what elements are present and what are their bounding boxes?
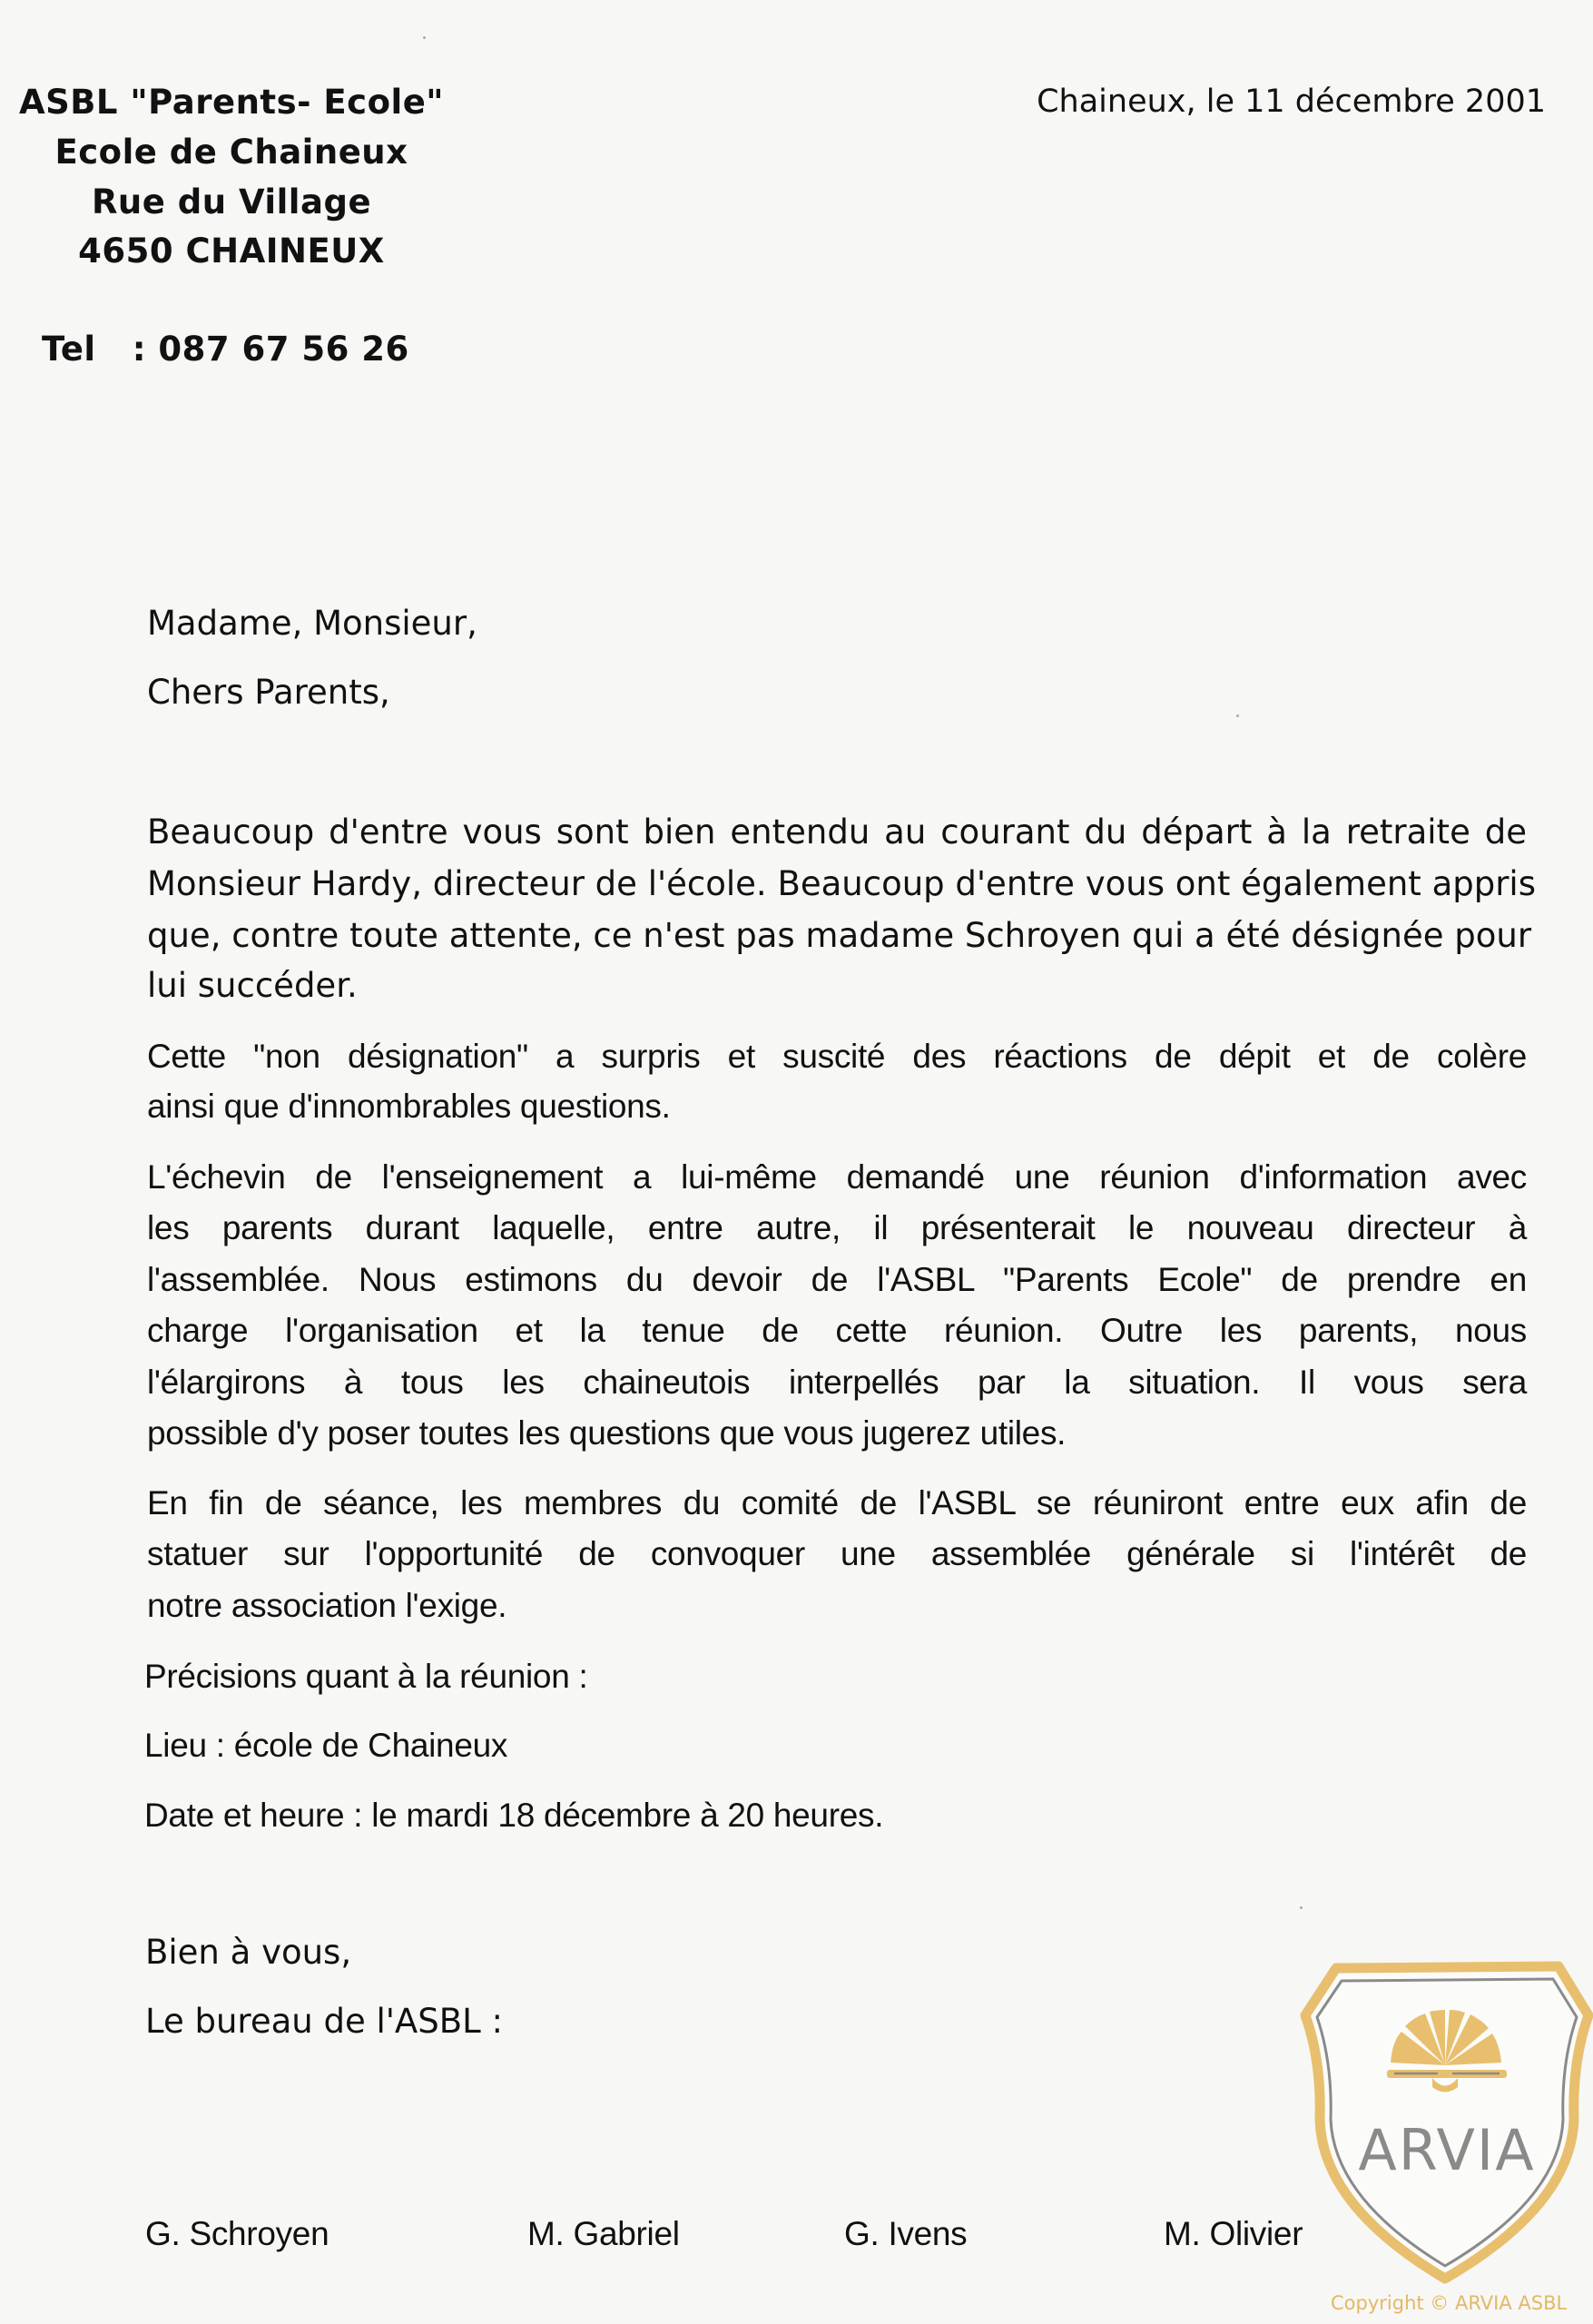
paragraph-2-line: ainsi que d'innombrables questions. bbox=[147, 1088, 671, 1125]
scan-speck bbox=[423, 36, 426, 39]
signatory-name: M. Gabriel bbox=[527, 2215, 680, 2252]
paragraph-3-line: possible d'y poser toutes les questions que vous jugerez utiles. bbox=[147, 1414, 1067, 1452]
letterhead-school: Ecole de Chaineux bbox=[54, 133, 408, 172]
signatory-name: G. Ivens bbox=[844, 2215, 968, 2252]
paragraph-1-line: Beaucoup d'entre vous sont bien entendu au courant du départ à la retraite de bbox=[147, 812, 1527, 852]
meeting-datetime: Date et heure : le mardi 18 décembre à 20 heures. bbox=[144, 1797, 884, 1834]
letterhead-phone: Tel : 087 67 56 26 bbox=[42, 330, 409, 369]
paragraph-3-line: les parents durant laquelle, entre autre, il présenterait le nouveau directeur à bbox=[147, 1209, 1527, 1246]
letterhead-street: Rue du Village bbox=[91, 182, 372, 222]
paragraph-1-line: lui succéder. bbox=[147, 966, 358, 1005]
letterhead-org-name: ASBL "Parents- Ecole" bbox=[18, 83, 445, 122]
paragraph-3-line: l'élargirons à tous les chaineutois interpellés par la situation. Il vous sera bbox=[147, 1364, 1527, 1401]
meeting-heading: Précisions quant à la réunion : bbox=[144, 1658, 588, 1695]
paragraph-1-line: que, contre toute attente, ce n'est pas madame Schroyen qui a été désignée pour bbox=[147, 916, 1532, 955]
paragraph-3-line: charge l'organisation et la tenue de cette réunion. Outre les parents, nous bbox=[147, 1312, 1527, 1349]
paragraph-4-line: En fin de séance, les membres du comité de l'ASBL se réuniront entre eux afin de bbox=[147, 1484, 1527, 1521]
paragraph-3-line: L'échevin de l'enseignement a lui-même demandé une réunion d'information avec bbox=[147, 1158, 1527, 1196]
letterhead-city: 4650 CHAINEUX bbox=[78, 231, 385, 271]
letter-date: Chaineux, le 11 décembre 2001 bbox=[1037, 84, 1546, 120]
copyright-notice: Copyright © ARVIA ASBL bbox=[1331, 2292, 1568, 2314]
salutation-line-2: Chers Parents, bbox=[147, 673, 390, 712]
svg-text:ARVIA: ARVIA bbox=[1358, 2117, 1536, 2183]
paragraph-1-line: Monsieur Hardy, directeur de l'école. Beaucoup d'entre vous ont également appris bbox=[147, 864, 1536, 903]
scan-speck bbox=[1300, 1906, 1303, 1909]
signatory-name: M. Olivier bbox=[1164, 2215, 1303, 2252]
signatory-name: G. Schroyen bbox=[145, 2215, 329, 2252]
meeting-location: Lieu : école de Chaineux bbox=[144, 1727, 508, 1764]
salutation-line-1: Madame, Monsieur, bbox=[147, 604, 477, 643]
closing-line-1: Bien à vous, bbox=[145, 1933, 352, 1972]
paragraph-2-line: Cette "non désignation" a surpris et suscité des réactions de dépit et de colère bbox=[147, 1038, 1527, 1075]
arvia-shield-logo-icon bbox=[1300, 1961, 1593, 2288]
paragraph-4-line: statuer sur l'opportunité de convoquer une assemblée générale si l'intérêt de bbox=[147, 1535, 1527, 1572]
scan-speck bbox=[1236, 714, 1239, 717]
closing-line-2: Le bureau de l'ASBL : bbox=[145, 2002, 503, 2041]
paragraph-3-line: l'assemblée. Nous estimons du devoir de l'ASBL "Parents Ecole" de prendre en bbox=[147, 1261, 1527, 1298]
paragraph-4-line: notre association l'exige. bbox=[147, 1587, 507, 1624]
